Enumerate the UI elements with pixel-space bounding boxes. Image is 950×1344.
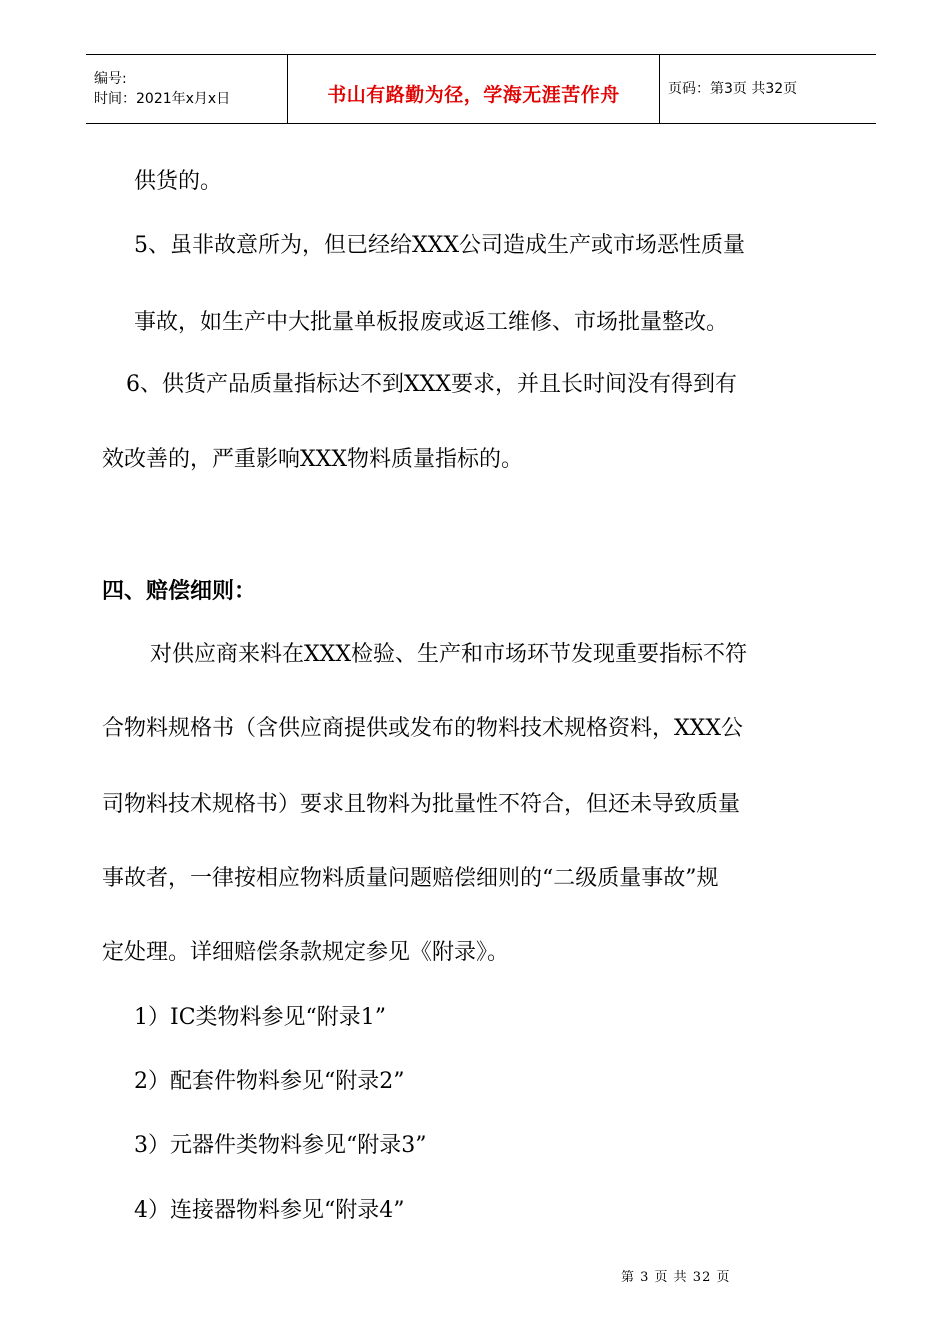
header-motto-cell (287, 55, 660, 123)
header-motto: 书山有路勤为径，学海无涯苦作舟 (327, 83, 620, 106)
body-line: 供货的。 (134, 169, 223, 194)
section-heading: 四、赔偿细则： (102, 579, 257, 604)
header-page-info: 页码：第3页 共32页 (668, 81, 798, 97)
body-line: 合物料规格书（含供应商提供或发布的物料技术规格资料，XXX公 (102, 716, 743, 741)
body-line: 定处理。详细赔偿条款规定参见《附录》。 (102, 940, 510, 965)
header-meta (86, 55, 287, 123)
list-item: 1）IC类物料参见“附录1” (134, 1005, 387, 1030)
list-item: 2）配套件物料参见“附录2” (134, 1069, 405, 1094)
list-item: 4）连接器物料参见“附录4” (134, 1198, 405, 1223)
page-footer: 第 3 页 共 32 页 (621, 1270, 731, 1285)
document-number-label: 编号: (94, 71, 127, 87)
page-header (86, 54, 876, 124)
body-line: 效改善的，严重影响XXX物料质量指标的。 (102, 447, 523, 472)
body-line: 司物料技术规格书）要求且物料为批量性不符合，但还未导致质量 (102, 792, 741, 817)
body-line: 5、虽非故意所为，但已经给XXX公司造成生产或市场恶性质量 (134, 233, 745, 258)
document-time: 时间：2021年x月x日 (94, 91, 231, 107)
body-line: 事故者，一律按相应物料质量问题赔偿细则的“二级质量事故”规 (102, 866, 719, 891)
body-line: 事故，如生产中大批量单板报废或返工维修、市场批量整改。 (134, 310, 729, 335)
body-line: 6、供货产品质量指标达不到XXX要求，并且长时间没有得到有 (126, 372, 737, 397)
header-page-cell (660, 55, 876, 123)
list-item: 3）元器件类物料参见“附录3” (134, 1133, 427, 1158)
body-line: 对供应商来料在XXX检验、生产和市场环节发现重要指标不符 (150, 642, 747, 667)
